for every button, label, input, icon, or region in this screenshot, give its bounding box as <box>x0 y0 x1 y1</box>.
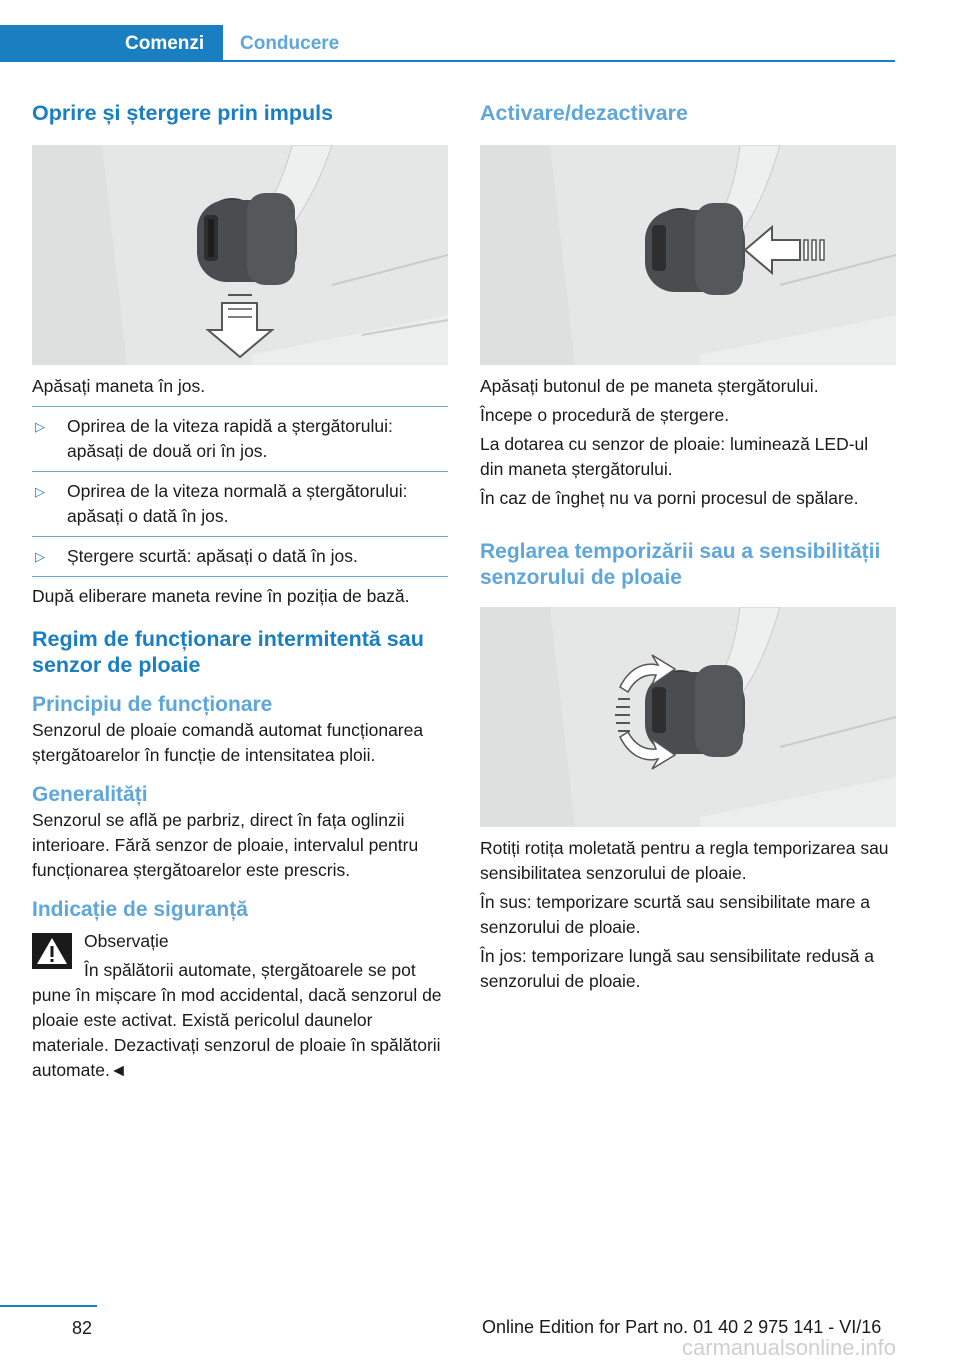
page-number: 82 <box>72 1318 93 1338</box>
triangle-bullet-icon: ▷ <box>35 419 45 434</box>
triangle-bullet-icon: ▷ <box>35 484 45 499</box>
list-divider <box>32 471 448 472</box>
list-item-text: Oprirea de la viteza normală a ștergătorului: apăsați o dată în jos. <box>67 481 408 526</box>
watermark: carmanualsonline.info <box>682 1335 897 1360</box>
list-item-text: Ștergere scurtă: apăsați o dată în jos. <box>67 546 358 566</box>
list-divider <box>32 536 448 537</box>
heading-principle: Principiu de funcționare <box>32 693 273 716</box>
figure-stalk-press-down <box>32 145 448 365</box>
list-item <box>32 479 448 529</box>
text-rotate-wheel: Rotiți rotița moletată pentru a regla temporizarea sau sensibilitatea senzorului de ploaie. <box>480 838 889 883</box>
list-item-text: Oprirea de la viteza rapidă a ștergătorului: apăsați de două ori în jos. <box>67 416 393 461</box>
knurled-wheel-illustration <box>480 607 896 827</box>
warning-text: În spălătorii automate, ștergătoarele se pot pune în mișcare în mod accidental, dacă senzorul de ploaie este activat. Există pericolul daunelor materiale. Dezactivați senzorul de ploaie în spălătorii automate.◄ <box>32 960 442 1080</box>
text-press-down: Apăsați maneta în jos. <box>32 376 206 396</box>
heading-general: Generalități <box>32 783 148 806</box>
heading-impulse: Oprire și ștergere prin impuls <box>32 101 334 125</box>
tab-comenzi[interactable]: Comenzi <box>0 25 223 62</box>
heading-activate: Activare/dezactivare <box>480 101 688 125</box>
edition-text: Online Edition for Part no. 01 40 2 975 141 - VI/16 <box>482 1317 882 1337</box>
text-up: În sus: temporizare scurtă sau sensibilitate mare a senzorului de ploaie. <box>480 892 871 937</box>
triangle-bullet-icon: ▷ <box>35 549 45 564</box>
text-after-release: După eliberare maneta revine în poziția de bază. <box>32 586 410 606</box>
text-principle: Senzorul de ploaie comandă automat funcționarea ștergătoarelor în funcție de intensitatea ploii. <box>32 720 424 765</box>
list-divider <box>32 406 448 407</box>
right-column <box>480 100 896 994</box>
list-item <box>32 414 448 464</box>
figure-knurled-wheel <box>480 607 896 827</box>
text-general: Senzorul se află pe parbriz, direct în fața oglinzii interioare. Fără senzor de ploaie, intervalul pentru funcționarea ștergătoarelor este prescris. <box>32 810 419 880</box>
heading-interval-mode: Regim de funcționare intermitentă sau senzor de ploaie <box>32 627 424 677</box>
list-item <box>32 544 448 569</box>
text-rain-sensor-led: La dotarea cu senzor de ploaie: luminează LED-ul din maneta ștergătorului. <box>480 434 869 479</box>
left-column <box>32 100 448 1083</box>
figure-stalk-button <box>480 145 896 365</box>
tab-conducere[interactable]: Conducere <box>240 33 340 54</box>
text-wipe-starts: Începe o procedură de ștergere. <box>480 405 730 425</box>
stalk-press-down-illustration <box>32 145 448 365</box>
list-divider <box>32 576 448 577</box>
text-press-button: Apăsați butonul de pe maneta ștergătorului. <box>480 376 819 396</box>
bullet-list <box>32 414 448 569</box>
warning-triangle-icon <box>32 933 72 969</box>
text-frost: În caz de îngheț nu va porni procesul de spălare. <box>480 488 859 508</box>
text-down: În jos: temporizare lungă sau sensibilitate redusă a senzorului de ploaie. <box>480 946 874 991</box>
stalk-button-illustration <box>480 145 896 365</box>
footer-divider <box>0 1305 97 1307</box>
heading-adjust: Reglarea temporizării sau a sensibilității senzorului de ploaie <box>480 540 881 589</box>
warning-block <box>32 929 448 1083</box>
warning-title: Observație <box>84 931 169 951</box>
page-header <box>0 0 960 62</box>
header-divider <box>0 60 895 62</box>
heading-safety: Indicație de siguranță <box>32 898 248 921</box>
